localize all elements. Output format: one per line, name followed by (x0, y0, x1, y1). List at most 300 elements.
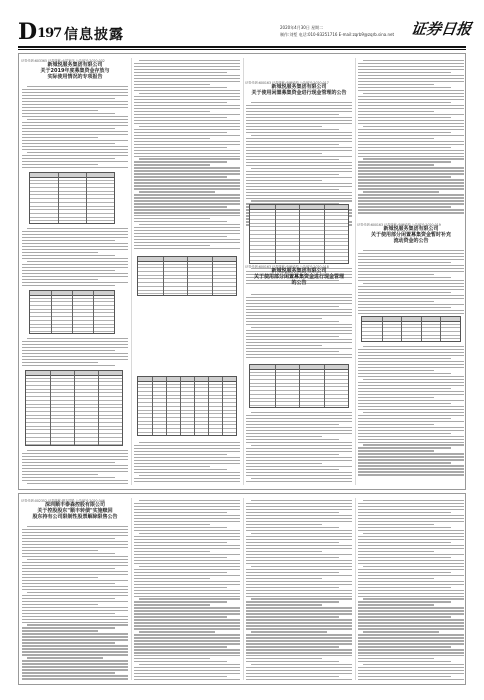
text-line (22, 627, 115, 628)
text-line (358, 634, 464, 635)
text-line (246, 506, 352, 507)
text-line (358, 292, 451, 293)
text-line (358, 256, 464, 257)
announcement-title-line: 的公告 (291, 280, 307, 286)
text-line (22, 116, 128, 117)
text-line (134, 445, 240, 446)
text-line (358, 427, 464, 428)
text-line (246, 427, 352, 428)
text-line (134, 569, 240, 570)
text-line (134, 676, 227, 677)
text-line (134, 575, 240, 576)
text-line (246, 622, 352, 623)
text-line (363, 60, 464, 61)
text-line (134, 557, 227, 558)
page-number: 197 (37, 26, 62, 41)
text-line (358, 102, 451, 103)
text-line (246, 418, 352, 419)
text-line (358, 459, 464, 460)
text-line (246, 607, 352, 608)
text-line (27, 261, 128, 262)
text-line (358, 370, 434, 371)
text-line (134, 176, 227, 177)
text-line (134, 245, 210, 246)
text-line (358, 188, 464, 189)
text-line (134, 164, 210, 165)
text-line (363, 566, 464, 567)
announcement-code-line: 证券代码:600163 证券简称:中闽能源 公告编号:2020-019 (357, 223, 441, 226)
text-line (134, 69, 240, 70)
text-line (134, 87, 227, 88)
text-line (358, 587, 451, 588)
text-line (134, 144, 240, 145)
text-line (358, 111, 434, 112)
text-line (358, 670, 464, 671)
text-line (134, 521, 240, 522)
announcement-3 (245, 264, 353, 286)
text-line (358, 304, 464, 305)
text-line (358, 676, 451, 677)
text-line (134, 590, 240, 591)
text-line (358, 646, 451, 647)
top-announcements-block (18, 53, 466, 490)
body-text (22, 228, 128, 288)
text-line (134, 108, 240, 109)
text-line (27, 657, 103, 658)
text-line (246, 613, 352, 614)
text-line (22, 607, 128, 608)
text-line (246, 321, 339, 322)
text-line (134, 601, 227, 602)
text-line (134, 524, 210, 525)
body-text (358, 250, 464, 316)
text-line (139, 598, 240, 599)
text-line (358, 382, 464, 383)
text-line (358, 527, 451, 528)
text-line (246, 481, 352, 482)
text-line (22, 574, 128, 575)
text-line (358, 557, 451, 558)
table-column-rule (86, 173, 87, 223)
text-line (22, 633, 128, 634)
text-line (251, 168, 352, 169)
editor-contact: 制作:刘堑 电话:010-83251716 E-mail:zqrb9@zqrb.sina.net (280, 32, 395, 37)
text-line (358, 421, 464, 422)
text-line (358, 415, 464, 416)
text-line (358, 265, 464, 266)
text-line (358, 418, 451, 419)
text-line (22, 645, 128, 646)
table-column-rule (72, 291, 73, 333)
text-line (134, 120, 240, 121)
text-line (134, 90, 240, 91)
text-line (246, 646, 339, 647)
text-line (358, 616, 451, 617)
text-line (246, 171, 352, 172)
text-line (22, 619, 128, 620)
text-line (134, 129, 240, 130)
body-text (358, 500, 464, 682)
text-line (358, 313, 464, 314)
text-line (134, 554, 240, 555)
text-line (246, 144, 339, 145)
text-line (134, 466, 210, 467)
text-line (134, 503, 240, 504)
text-line (134, 209, 240, 210)
announcement-code-line: 证券代码:600163 证券简称:中闽能源 公告编号:2020-018 (245, 265, 329, 268)
text-line (363, 664, 464, 665)
text-line (246, 108, 352, 109)
data-table (249, 204, 349, 264)
body-text (22, 450, 128, 486)
text-line (134, 111, 210, 112)
text-line (246, 539, 352, 540)
text-line (22, 636, 128, 637)
column-2 (131, 54, 243, 489)
text-line (358, 503, 464, 504)
text-line (358, 78, 464, 79)
body-text (246, 500, 352, 682)
text-line (358, 569, 464, 570)
bottom-announcements-block (18, 493, 466, 685)
text-line (22, 663, 128, 664)
text-line (358, 295, 464, 296)
text-line (358, 424, 434, 425)
text-line (358, 75, 464, 76)
text-line (358, 613, 464, 614)
text-line (358, 123, 464, 124)
text-line (358, 439, 464, 440)
text-line (22, 273, 128, 274)
text-line (358, 655, 464, 656)
text-line (134, 227, 240, 228)
text-line (251, 598, 352, 599)
text-line (22, 107, 128, 108)
newspaper-logo: 证券日报 (409, 20, 473, 38)
text-line (27, 624, 128, 625)
text-line (27, 119, 128, 120)
text-line (246, 315, 352, 316)
text-line (358, 72, 451, 73)
table-column-rule (93, 291, 94, 333)
text-line (363, 283, 464, 284)
text-line (22, 237, 128, 238)
text-line (22, 610, 128, 611)
table-column-rule (163, 257, 164, 295)
text-line (358, 610, 464, 611)
text-line (246, 138, 352, 139)
text-line (246, 117, 352, 118)
text-line (246, 563, 352, 564)
text-line (251, 327, 352, 328)
text-line (134, 478, 240, 479)
text-line (358, 117, 451, 118)
announcement-title-line: 关于使用闲置募集资金进行现金管理的公告 (251, 90, 347, 96)
text-line (358, 170, 464, 171)
text-line (251, 200, 352, 201)
table-column-rule (222, 377, 223, 435)
text-line (134, 156, 240, 157)
text-line (358, 512, 451, 513)
text-line (22, 459, 128, 460)
text-line (246, 198, 352, 199)
text-line (22, 532, 128, 533)
text-line (358, 144, 464, 145)
text-line (358, 471, 464, 472)
text-line (22, 622, 128, 623)
text-line (363, 126, 464, 127)
text-line (363, 598, 464, 599)
text-line (22, 89, 128, 90)
text-line (22, 453, 128, 454)
text-line (139, 566, 240, 567)
text-line (358, 286, 464, 287)
text-line (22, 544, 128, 545)
table-column-rule (208, 377, 209, 435)
text-line (358, 450, 434, 451)
masthead-rule (18, 46, 466, 48)
text-line (363, 191, 439, 192)
text-line (358, 447, 451, 448)
text-line (246, 569, 352, 570)
text-line (22, 276, 128, 277)
text-line (139, 60, 240, 61)
text-line (139, 664, 240, 665)
text-line (22, 240, 115, 241)
text-line (246, 670, 352, 671)
text-line (22, 359, 128, 360)
text-line (134, 481, 240, 482)
text-line (358, 385, 464, 386)
text-line (22, 580, 128, 581)
text-line (134, 578, 210, 579)
text-line (22, 654, 128, 655)
text-line (246, 324, 352, 325)
text-line (22, 598, 115, 599)
text-line (246, 466, 352, 467)
text-line (22, 353, 128, 354)
text-line (358, 545, 464, 546)
text-line (22, 128, 115, 129)
text-line (134, 179, 240, 180)
text-line (358, 572, 451, 573)
text-line (358, 212, 464, 213)
text-line (134, 596, 240, 597)
text-line (358, 397, 434, 398)
text-line (358, 578, 434, 579)
text-line (358, 361, 464, 362)
text-line (358, 185, 464, 186)
text-line (246, 111, 352, 112)
text-line (27, 152, 128, 153)
text-line (246, 634, 352, 635)
text-line (134, 141, 240, 142)
text-line (246, 515, 352, 516)
table-column-rule (212, 257, 213, 295)
body-text (134, 60, 240, 251)
text-line (139, 533, 240, 534)
announcement-title-line: 关于使用部分闲置募集资金进行现金管理 (253, 274, 344, 280)
text-line (358, 575, 464, 576)
text-line (134, 173, 240, 174)
text-line (134, 451, 240, 452)
text-line (358, 150, 464, 151)
text-line (22, 669, 128, 670)
issue-date: 2020年4月30日 星期二 (280, 25, 324, 30)
text-line (358, 182, 464, 183)
text-line (246, 655, 352, 656)
column-4 (355, 54, 467, 489)
text-line (363, 412, 464, 413)
text-line (22, 104, 128, 105)
text-line (22, 468, 128, 469)
text-line (246, 330, 352, 331)
text-line (358, 515, 464, 516)
text-line (246, 572, 339, 573)
announcement-title-line: 实际使用情况的专项报告 (47, 74, 103, 80)
text-line (134, 84, 210, 85)
text-line (246, 643, 352, 644)
text-line (358, 161, 451, 162)
announcement-company: 深圳顺丰泰森控股有限公司 (44, 502, 105, 508)
text-line (22, 137, 98, 138)
text-line (22, 583, 115, 584)
text-line (134, 81, 240, 82)
announcement-1 (21, 58, 129, 80)
text-line (358, 548, 464, 549)
text-line (363, 346, 464, 347)
text-line (134, 539, 240, 540)
table-column-rule (194, 377, 195, 435)
text-line (363, 444, 464, 445)
column-3 (243, 54, 355, 489)
text-line (246, 557, 339, 558)
text-line (246, 460, 352, 461)
text-line (22, 146, 128, 147)
column-2 (131, 494, 243, 684)
text-line (246, 333, 352, 334)
text-line (246, 454, 339, 455)
text-line (22, 131, 128, 132)
text-line (22, 477, 115, 478)
data-table (137, 256, 237, 296)
text-line (246, 524, 322, 525)
data-table (25, 370, 123, 446)
text-line (358, 388, 451, 389)
text-line (358, 108, 464, 109)
text-line (246, 129, 339, 130)
table-column-rule (51, 291, 52, 333)
text-line (358, 521, 464, 522)
text-line (246, 147, 352, 148)
table-column-rule (275, 205, 276, 263)
text-line (358, 194, 464, 195)
text-line (22, 365, 115, 366)
text-line (134, 512, 227, 513)
text-line (358, 673, 464, 674)
text-line (22, 480, 128, 481)
text-line (134, 667, 240, 668)
text-line (358, 462, 451, 463)
text-line (134, 625, 240, 626)
text-line (134, 203, 240, 204)
text-line (246, 590, 352, 591)
text-line (246, 297, 352, 298)
text-line (22, 651, 128, 652)
text-line (139, 631, 215, 632)
text-line (246, 619, 352, 620)
text-line (22, 282, 128, 283)
text-line (22, 595, 128, 596)
text-line (134, 182, 240, 183)
text-line (134, 457, 240, 458)
text-line (22, 571, 128, 572)
text-line (358, 506, 464, 507)
text-line (134, 646, 227, 647)
text-line (22, 258, 128, 259)
body-text (22, 338, 128, 368)
text-line (246, 581, 352, 582)
table-column-rule (401, 317, 402, 341)
text-line (27, 483, 128, 484)
text-line (134, 643, 240, 644)
text-line (134, 587, 227, 588)
text-line (358, 135, 464, 136)
text-line (22, 161, 128, 162)
table-column-rule (440, 317, 441, 341)
table-column-rule (382, 317, 383, 341)
text-line (358, 105, 464, 106)
text-line (358, 433, 451, 434)
text-line (22, 101, 128, 102)
text-line (358, 129, 464, 130)
text-line (134, 619, 240, 620)
text-line (363, 500, 464, 501)
text-line (134, 230, 240, 231)
announcement-5 (21, 498, 129, 520)
table-column-rule (74, 371, 75, 445)
text-line (134, 530, 240, 531)
text-line (134, 613, 240, 614)
text-line (22, 678, 128, 679)
text-line (134, 572, 227, 573)
text-line (358, 539, 464, 540)
text-line (358, 619, 464, 620)
text-line (134, 242, 240, 243)
text-line (246, 150, 352, 151)
text-line (134, 604, 210, 605)
text-line (358, 465, 464, 466)
text-line (134, 584, 240, 585)
text-line (27, 338, 128, 339)
text-line (134, 515, 240, 516)
text-line (246, 430, 352, 431)
text-line (22, 535, 128, 536)
announcement-code-line: 证券代码:603365 证券简称:水星家纺 公告编号:2020-032 (21, 59, 105, 62)
text-line (251, 102, 352, 103)
text-line (22, 541, 128, 542)
text-line (358, 289, 464, 290)
text-line (358, 209, 464, 210)
text-line (22, 110, 98, 111)
text-line (358, 301, 434, 302)
table-column-rule (166, 377, 167, 435)
table-column-rule (58, 173, 59, 223)
text-line (134, 622, 240, 623)
body-text (22, 86, 128, 170)
text-line (134, 221, 227, 222)
text-line (134, 652, 240, 653)
